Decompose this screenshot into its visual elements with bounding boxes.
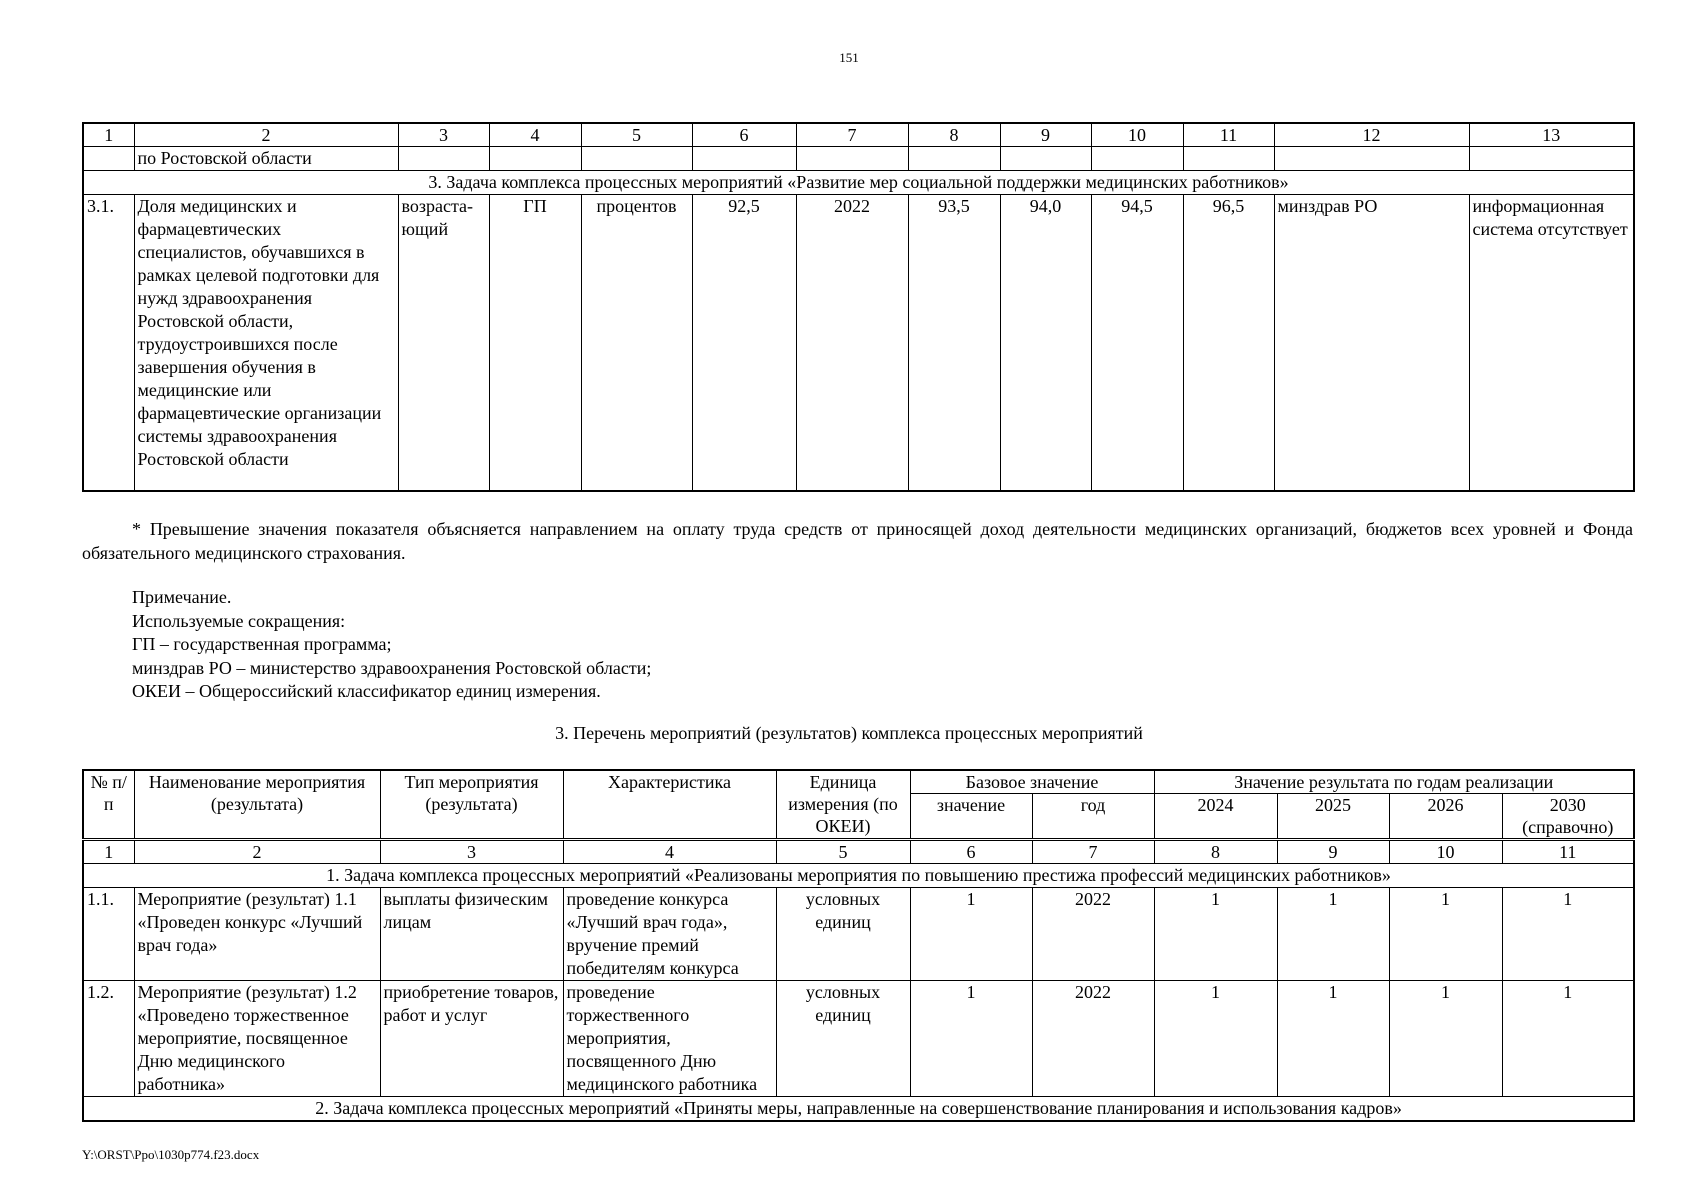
- col-num: 8: [908, 123, 1000, 147]
- col-num: 2: [134, 123, 398, 147]
- value-2024: 1: [1154, 981, 1277, 1097]
- col-num: 7: [1032, 840, 1154, 864]
- col-num: 9: [1277, 840, 1389, 864]
- col-num: 1: [83, 123, 134, 147]
- value-1: 93,5: [908, 195, 1000, 491]
- row-number: 3.1.: [83, 195, 134, 491]
- col-num: 4: [489, 123, 581, 147]
- col-num: 7: [796, 123, 908, 147]
- info-system: информационная система отсутствует: [1469, 195, 1634, 491]
- col-num: 3: [380, 840, 563, 864]
- activity-name: Мероприятие (результат) 1.2 «Проведено торжественное мероприятие, посвященное Дню медицинского работника»: [134, 981, 380, 1097]
- header-by-years: Значение результата по годам реализации: [1154, 770, 1634, 794]
- header-base: Базовое значение: [910, 770, 1154, 794]
- value-2030: 1: [1502, 888, 1634, 981]
- col-num: 12: [1274, 123, 1469, 147]
- task-row: [83, 171, 1634, 195]
- col-num: 1: [83, 840, 134, 864]
- value-4: 96,5: [1183, 195, 1274, 491]
- header-base-year: год: [1032, 794, 1154, 840]
- base-value: 1: [910, 888, 1032, 981]
- col-num: 3: [398, 123, 489, 147]
- notes-item: минздрав РО – министерство здравоохранения Ростовской области;: [132, 657, 652, 678]
- value-2026: 1: [1389, 888, 1502, 981]
- value-2: 94,0: [1000, 195, 1091, 491]
- header-year-2025: 2025: [1277, 794, 1389, 840]
- page-number: 151: [839, 50, 859, 65]
- continuation-text: по Ростовской области: [134, 147, 398, 171]
- task-row: [83, 1097, 1634, 1122]
- task-title: 2. Задача комплекса процессных мероприятий «Приняты меры, направленные на совершенствование планирования и использования кадров»: [83, 1097, 1634, 1122]
- value-2024: 1: [1154, 888, 1277, 981]
- task-title: 3. Задача комплекса процессных мероприятий «Развитие мер социальной поддержки медицинских работников»: [83, 171, 1634, 195]
- table-row: [83, 981, 1634, 1097]
- activity-characteristic: проведение торжественного мероприятия, посвященного Дню медицинского работника: [563, 981, 776, 1097]
- header-characteristic: Характеристика: [563, 770, 776, 840]
- header-year-2026: 2026: [1389, 794, 1502, 840]
- indicator-name: Доля медицинских и фармацевтических специалистов, обучавшихся в рамках целевой подготовки для нужд здравоохранения Ростовской области, трудоустроившихся после завершения обучения в медицинские или фармацевтические организации системы здравоохранения Ростовской области: [134, 195, 398, 491]
- footnote: * Превышение значения показателя объясняется направлением на оплату труда средств от приносящей доход деятельности медицинских организаций, бюджетов всех уровней и Фонда обязательного медицинского страхования.: [82, 519, 1633, 563]
- column-number-row: [83, 840, 1634, 864]
- table-row: [83, 888, 1634, 981]
- col-num: 8: [1154, 840, 1277, 864]
- col-num: 6: [910, 840, 1032, 864]
- col-num: 9: [1000, 123, 1091, 147]
- col-num: 13: [1469, 123, 1634, 147]
- section-title: 3. Перечень мероприятий (результатов) комплекса процессных мероприятий: [555, 723, 1143, 743]
- value-2026: 1: [1389, 981, 1502, 1097]
- value-2025: 1: [1277, 981, 1389, 1097]
- indicators-table: [82, 122, 1635, 492]
- base-value: 1: [910, 981, 1032, 1097]
- task-title: 1. Задача комплекса процессных мероприятий «Реализованы мероприятия по повышению престижа профессий медицинских работников»: [83, 864, 1634, 888]
- notes-subtitle: Используемые сокращения:: [132, 610, 346, 631]
- activity-name: Мероприятие (результат) 1.1 «Проведен конкурс «Лучший врач года»: [134, 888, 380, 981]
- col-num: 5: [581, 123, 692, 147]
- header-year-2024: 2024: [1154, 794, 1277, 840]
- activity-unit: условных единиц: [776, 981, 910, 1097]
- activities-table: [82, 769, 1635, 1122]
- header-num: № п/п: [83, 770, 134, 840]
- col-num: 11: [1502, 840, 1634, 864]
- continuation-row: [83, 147, 1634, 171]
- base-year: 2022: [1032, 888, 1154, 981]
- col-num: 5: [776, 840, 910, 864]
- col-num: 11: [1183, 123, 1274, 147]
- header-name: Наименование мероприятия (результата): [134, 770, 380, 840]
- notes-item: ГП – государственная программа;: [132, 634, 392, 654]
- activity-unit: условных единиц: [776, 888, 910, 981]
- activity-characteristic: проведение конкурса «Лучший врач года», вручение премий победителям конкурса: [563, 888, 776, 981]
- indicator-unit: процентов: [581, 195, 692, 491]
- row-number: 1.2.: [83, 981, 134, 1097]
- row-number: 1.1.: [83, 888, 134, 981]
- header-base-value: значение: [910, 794, 1032, 840]
- activity-type: приобретение товаров, работ и услуг: [380, 981, 563, 1097]
- col-num: 2: [134, 840, 380, 864]
- table-row: [83, 195, 1634, 491]
- col-num: 4: [563, 840, 776, 864]
- header-row: [83, 770, 1634, 794]
- header-type: Тип мероприятия (результата): [380, 770, 563, 840]
- activity-type: выплаты физическим лицам: [380, 888, 563, 981]
- base-value: 92,5: [692, 195, 796, 491]
- indicator-trend: возраста-ющий: [398, 195, 489, 491]
- base-year: 2022: [1032, 981, 1154, 1097]
- column-number-row: [83, 123, 1634, 147]
- file-path: Y:\ORST\Ppo\1030p774.f23.docx: [82, 1147, 260, 1162]
- notes: [132, 586, 1532, 704]
- notes-title: Примечание.: [132, 587, 232, 607]
- value-2030: 1: [1502, 981, 1634, 1097]
- task-row: [83, 864, 1634, 888]
- value-2025: 1: [1277, 888, 1389, 981]
- notes-item: ОКЕИ – Общероссийский классификатор единиц измерения.: [132, 681, 601, 701]
- base-year: 2022: [796, 195, 908, 491]
- col-num: 6: [692, 123, 796, 147]
- indicator-level: ГП: [489, 195, 581, 491]
- col-num: 10: [1091, 123, 1183, 147]
- col-num: 10: [1389, 840, 1502, 864]
- header-unit: Единица измерения (по ОКЕИ): [776, 770, 910, 840]
- value-3: 94,5: [1091, 195, 1183, 491]
- header-year-2030: 2030 (справочно): [1502, 794, 1634, 840]
- responsible: минздрав РО: [1274, 195, 1469, 491]
